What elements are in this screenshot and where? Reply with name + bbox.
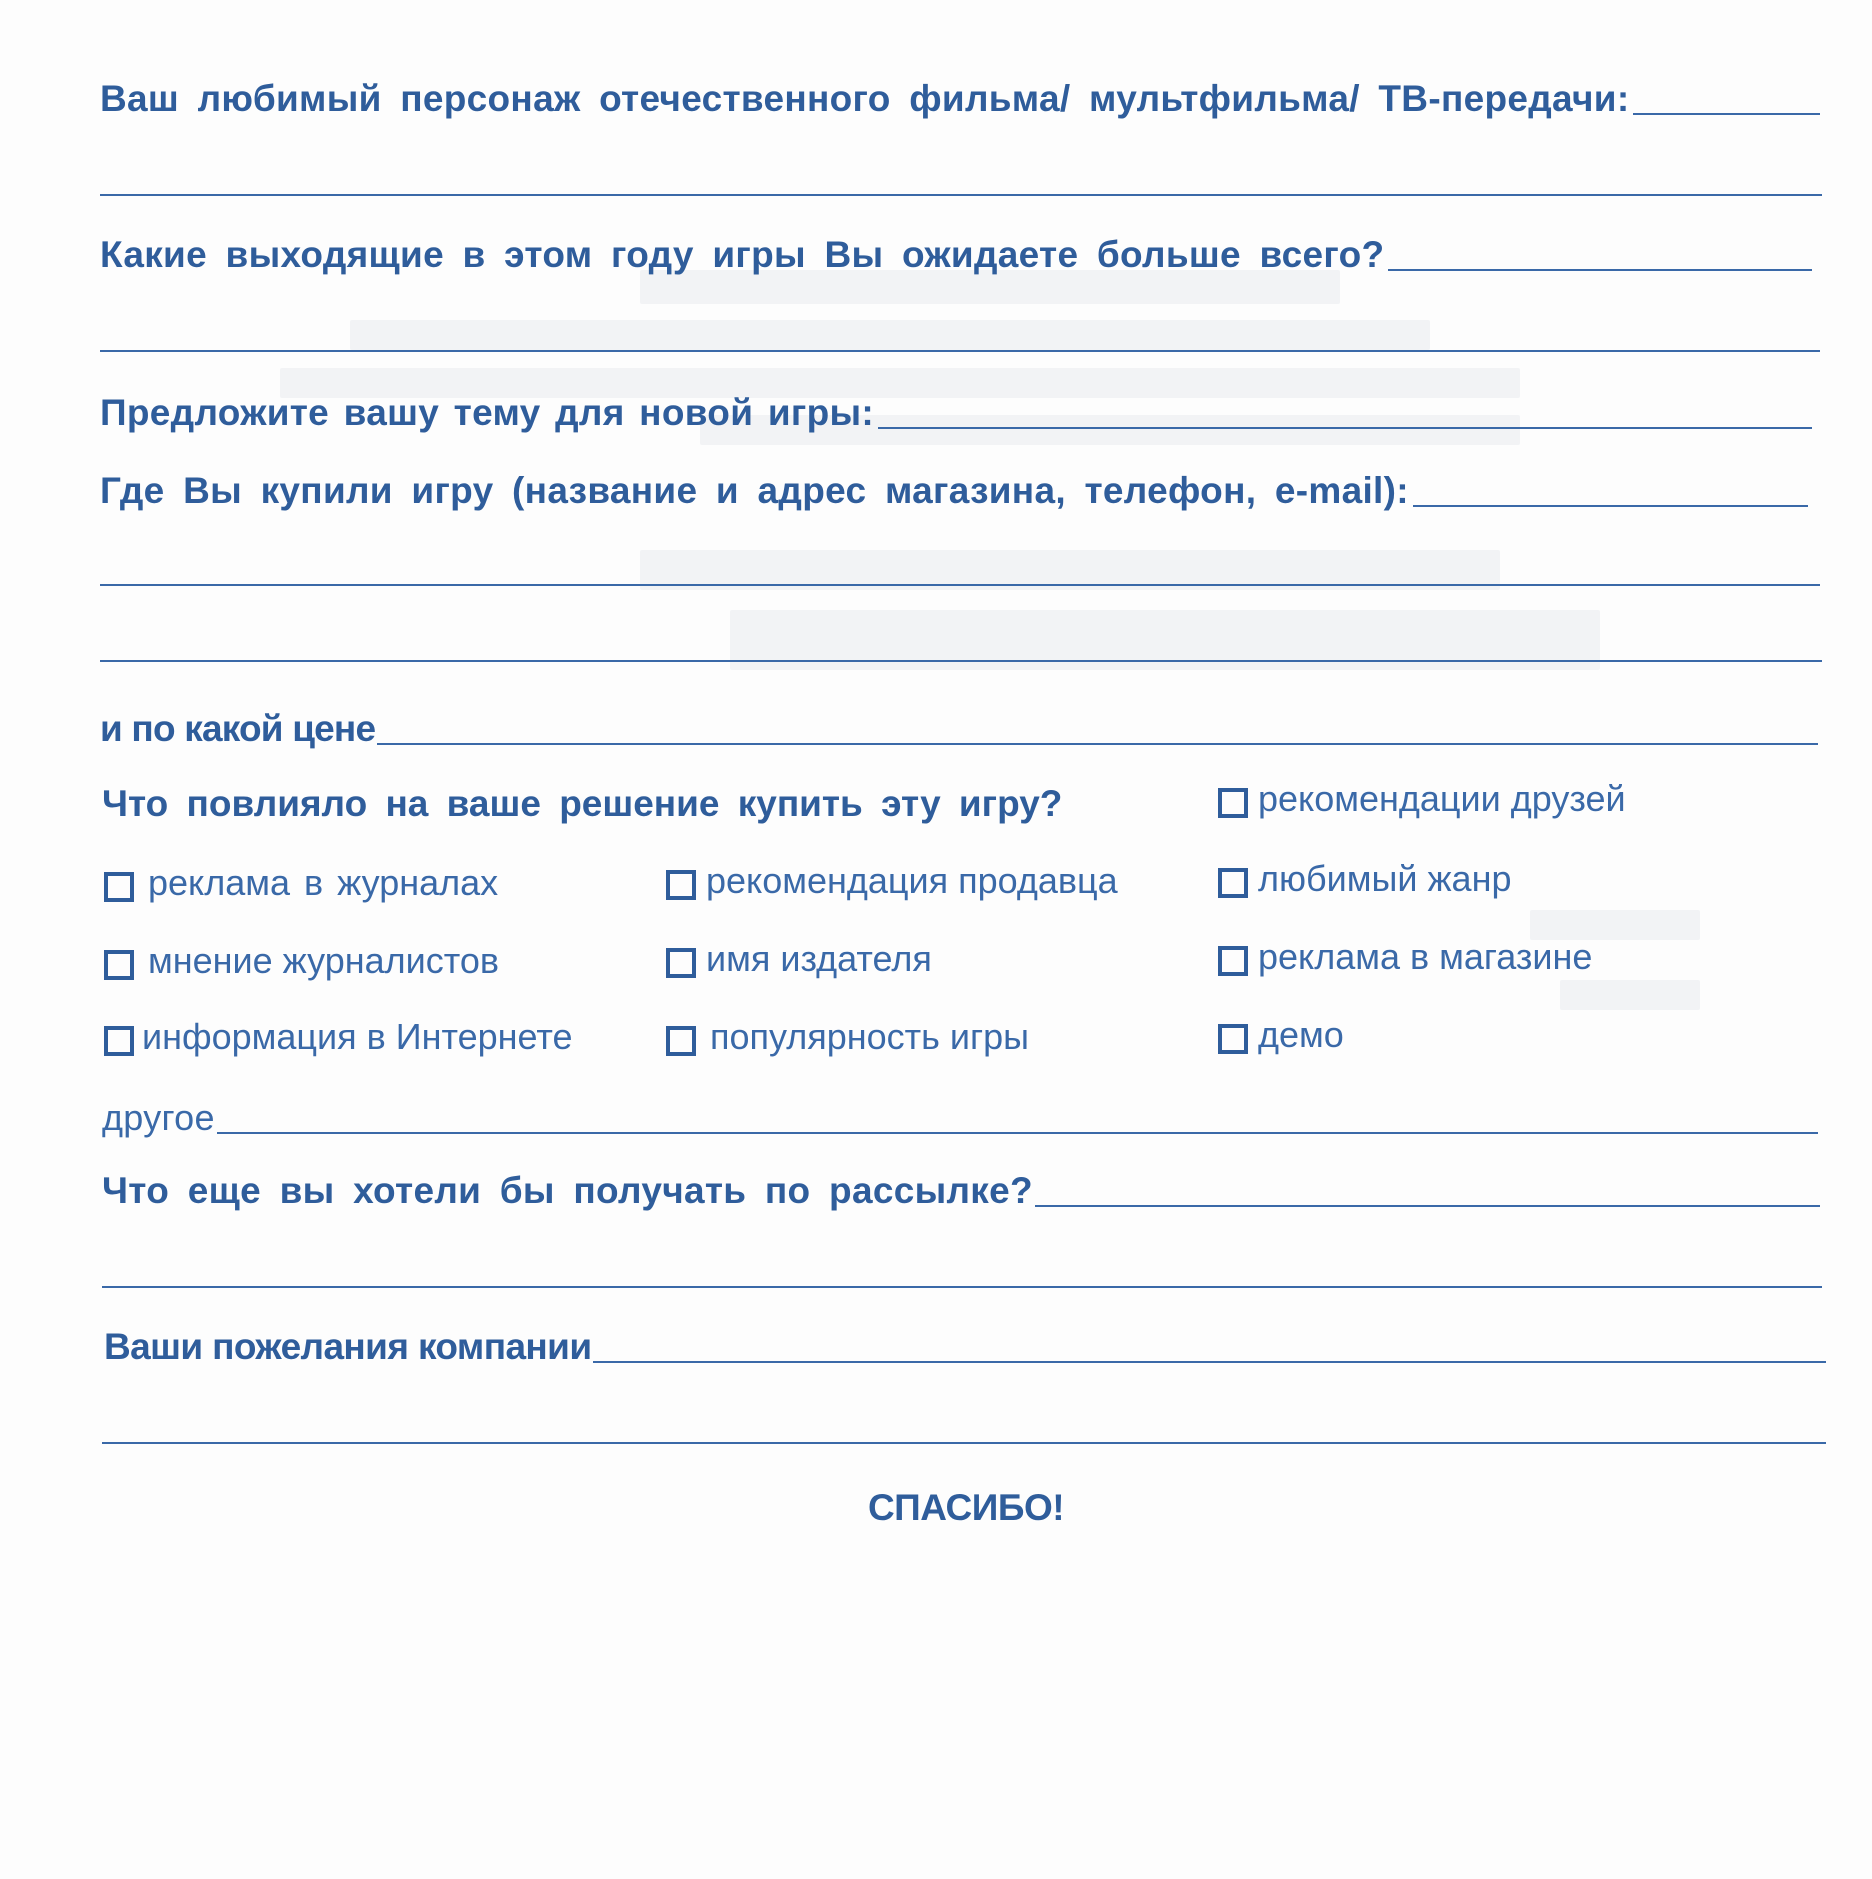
option-genre[interactable] <box>1218 860 1511 898</box>
influence-question: Что повлияло на ваше решение купить эту игру? <box>102 783 1063 824</box>
checkbox[interactable] <box>1218 1024 1248 1054</box>
option-label: информация в Интернете <box>142 1016 573 1057</box>
checkbox[interactable] <box>104 872 134 902</box>
checkbox[interactable] <box>104 950 134 980</box>
option-label: любимый жанр <box>1258 858 1512 899</box>
bleed-through-mark <box>640 270 1340 304</box>
other-row <box>102 1097 1818 1138</box>
option-label: рекомендации друзей <box>1258 778 1626 819</box>
option-demo[interactable] <box>1218 1016 1344 1054</box>
expected-games-extra-line[interactable] <box>100 350 1820 352</box>
favorite-character-extra-line[interactable] <box>100 194 1822 196</box>
bleed-through-mark <box>350 320 1430 350</box>
wishes-extra-line[interactable] <box>102 1442 1826 1444</box>
option-publisher[interactable] <box>666 940 932 978</box>
new-game-theme-label: Предложите вашу тему для новой игры: <box>100 392 874 433</box>
option-label: реклама в журналах <box>148 862 499 903</box>
mailing-extra-line[interactable] <box>102 1286 1822 1288</box>
mailing-label: Что еще вы хотели бы получать по рассылке? <box>102 1170 1033 1211</box>
option-label: имя издателя <box>706 938 932 979</box>
expected-games-field[interactable] <box>1388 269 1812 271</box>
option-friends[interactable] <box>1218 780 1626 818</box>
wishes-field[interactable] <box>593 1361 1826 1363</box>
option-seller[interactable] <box>666 862 1118 900</box>
favorite-character-row <box>100 80 1820 117</box>
option-label: рекомендация продавца <box>706 860 1118 901</box>
option-store-ads[interactable] <box>1218 938 1592 976</box>
where-bought-extra-line-2[interactable] <box>100 660 1822 662</box>
checkbox[interactable] <box>666 948 696 978</box>
option-popularity[interactable] <box>666 1018 1029 1056</box>
where-bought-row <box>100 472 1808 509</box>
where-bought-field[interactable] <box>1413 505 1808 507</box>
wishes-label: Ваши пожелания компании <box>104 1326 592 1367</box>
option-magazine-ads[interactable] <box>104 864 498 902</box>
mailing-row <box>102 1172 1820 1209</box>
checkbox[interactable] <box>1218 946 1248 976</box>
option-label: демо <box>1258 1014 1344 1055</box>
where-bought-extra-line-1[interactable] <box>100 584 1820 586</box>
price-label: и по какой цене <box>100 708 376 749</box>
favorite-character-field[interactable] <box>1633 113 1820 115</box>
other-label: другое <box>102 1097 215 1138</box>
checkbox[interactable] <box>666 1026 696 1056</box>
expected-games-row <box>100 236 1812 273</box>
option-label: мнение журналистов <box>148 940 500 981</box>
bleed-through-mark <box>1560 980 1700 1010</box>
new-game-theme-row <box>100 394 1812 431</box>
checkbox[interactable] <box>104 1026 134 1056</box>
thanks-text: СПАСИБО! <box>867 1487 1065 1528</box>
option-internet[interactable] <box>104 1018 572 1056</box>
mailing-field[interactable] <box>1035 1205 1820 1207</box>
favorite-character-label: Ваш любимый персонаж отечественного фильма/ мультфильма/ ТВ-передачи: <box>100 78 1630 119</box>
where-bought-label: Где Вы купили игру (название и адрес магазина, телефон, e-mail): <box>100 470 1409 511</box>
price-field[interactable] <box>377 743 1818 745</box>
checkbox[interactable] <box>1218 788 1248 818</box>
other-field[interactable] <box>217 1132 1818 1134</box>
checkbox[interactable] <box>666 870 696 900</box>
price-row <box>100 710 1818 747</box>
option-label: популярность игры <box>710 1016 1030 1057</box>
expected-games-label: Какие выходящие в этом году игры Вы ожидаете больше всего? <box>100 234 1385 275</box>
checkbox[interactable] <box>1218 868 1248 898</box>
option-journalists[interactable] <box>104 942 499 980</box>
new-game-theme-field[interactable] <box>878 427 1812 429</box>
option-label: реклама в магазине <box>1258 936 1593 977</box>
wishes-row <box>104 1328 1826 1365</box>
